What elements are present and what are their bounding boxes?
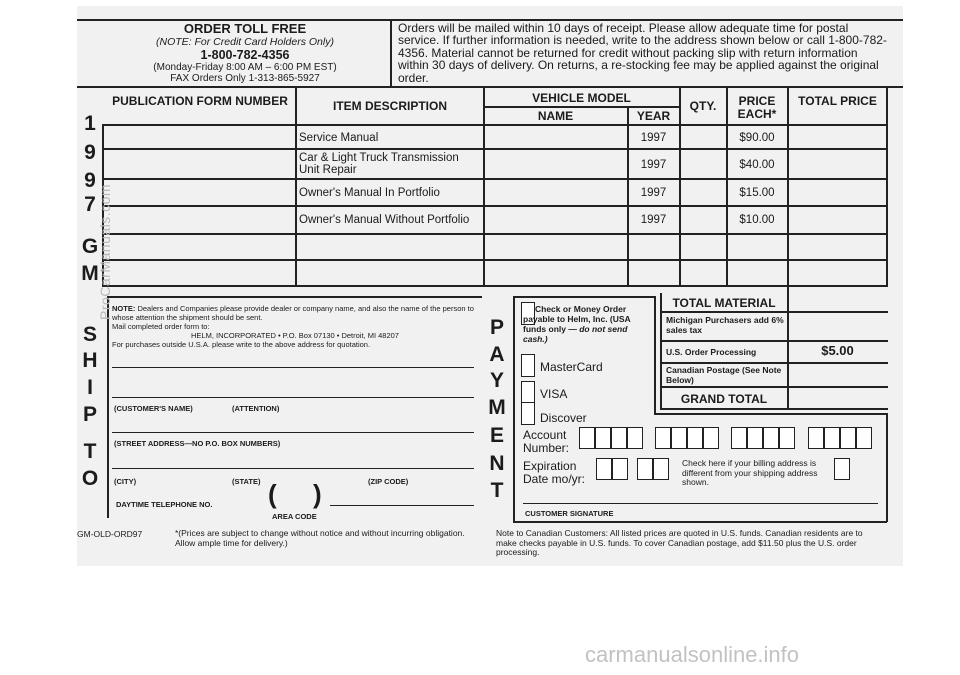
header-total-price: TOTAL PRICE [798, 94, 877, 108]
discover-checkbox[interactable] [521, 402, 535, 425]
side-letter: N [489, 452, 505, 475]
header-year: YEAR [636, 109, 671, 123]
check-money-order-label [523, 304, 651, 344]
check-text: Check or Money Order payable to Helm, Inc. (USA funds only — [523, 304, 631, 334]
order-processing-label: U.S. Order Processing [666, 347, 757, 357]
side-watermark [90, 75, 112, 325]
area-code-label: AREA CODE [272, 512, 317, 521]
michigan-tax-label: Michigan Purchasers add 6% sales tax [666, 315, 784, 335]
side-letter: A [489, 343, 505, 366]
side-letter: G [81, 235, 99, 258]
row-item: Service Manual [299, 132, 379, 144]
account-number-label: Account Number: [523, 428, 570, 455]
mastercard-label: MasterCard [540, 360, 603, 374]
order-title: ORDER TOLL FREE [183, 21, 307, 36]
customer-signature-field[interactable] [523, 490, 878, 504]
side-letter: O [81, 467, 99, 490]
header-price-each: PRICE EACH* [737, 94, 777, 121]
city-label: (CITY) [114, 477, 137, 486]
visa-label: VISA [540, 387, 568, 401]
ship-note [112, 304, 478, 322]
grand-total-label: GRAND TOTAL [680, 392, 768, 406]
order-note: (NOTE: For Credit Card Holders Only) [156, 36, 334, 48]
daytime-phone-label: DAYTIME TELEPHONE NO. [116, 500, 213, 509]
side-letter: 7 [84, 193, 96, 216]
row-price: $10.00 [739, 214, 775, 226]
street-address-field[interactable] [112, 416, 474, 436]
canadian-postage-label: Canadian Postage (See Note Below) [666, 365, 782, 385]
row-year: 1997 [640, 159, 667, 171]
side-letter: M [81, 262, 99, 285]
row-price: $40.00 [739, 159, 775, 171]
attention-label: (ATTENTION) [232, 404, 280, 413]
header-publication-form: PUBLICATION FORM NUMBER [112, 94, 288, 108]
header-name: NAME [537, 109, 574, 123]
side-letter: Y [489, 369, 504, 392]
bottom-watermark: carmanualsonline.info [585, 642, 800, 667]
phone-field[interactable] [280, 484, 474, 506]
check-italic-text: do not send cash.) [523, 324, 628, 344]
side-letter: M [488, 396, 506, 419]
header-vehicle-model: VEHICLE MODEL [532, 91, 631, 105]
customer-name-label: (CUSTOMER'S NAME) [114, 404, 193, 413]
side-letter: E [489, 424, 504, 447]
ship-outside: For purchases outside U.S.A. please write to the above address for quotation. [112, 340, 371, 349]
canadian-note: Note to Canadian Customers: All listed prices are quoted in U.S. funds. Canadian residents are to make checks payable in U.S. funds. To cover Canadian postage, add $11.50 plus the U.S. order processing. [496, 528, 863, 557]
row-item: Car & Light Truck Transmission Unit Repair [299, 152, 459, 176]
billing-different-checkbox[interactable] [834, 458, 850, 480]
side-letter: 9 [84, 141, 96, 164]
zip-label: (ZIP CODE) [368, 477, 409, 486]
state-label: (STATE) [232, 477, 261, 486]
row-price: $90.00 [739, 132, 775, 144]
order-phone: 1-800-782-4356 [200, 48, 290, 62]
ship-address: HELM, INCORPORATED • P.O. Box 07130 • Detroit, MI 48207 [191, 331, 399, 340]
row-price: $15.00 [739, 187, 775, 199]
side-letter: T [83, 440, 97, 463]
header-qty: QTY. [689, 99, 717, 113]
row-item: Owner's Manual In Portfolio [299, 187, 440, 199]
billing-different-label: Check here if your billing address is different from your shipping address shown. [682, 458, 818, 487]
side-letter: I [87, 376, 93, 399]
side-letter: P [489, 316, 504, 339]
row-year: 1997 [640, 132, 667, 144]
area-code-open-paren: ( [268, 479, 277, 509]
side-watermark-text: ProCarManuals.com [97, 183, 113, 320]
area-code-close-paren: ) [313, 479, 322, 509]
order-fax: FAX Orders Only 1-313-865-5927 [170, 73, 320, 84]
customer-name-field[interactable] [112, 395, 474, 417]
order-hours: (Monday-Friday 8:00 AM – 6:00 PM EST) [153, 62, 337, 73]
visa-checkbox[interactable] [521, 381, 535, 404]
side-letter: 1 [84, 112, 96, 135]
side-letter: T [490, 479, 504, 502]
row-year: 1997 [640, 214, 667, 226]
side-letter: S [82, 323, 97, 346]
total-material-label: TOTAL MATERIAL [672, 296, 776, 310]
row-year: 1997 [640, 187, 667, 199]
header-item-description: ITEM DESCRIPTION [332, 99, 447, 113]
customer-signature-label: CUSTOMER SIGNATURE [525, 509, 614, 518]
street-address-label: (STREET ADDRESS—NO P.O. BOX NUMBERS) [114, 439, 281, 448]
order-toll-free-block [110, 22, 380, 84]
form-code: GM-OLD-ORD97 [77, 529, 143, 539]
ship-mail-label: Mail completed order form to: [112, 322, 210, 331]
prices-disclaimer: *(Prices are subject to change without notice and without incurring obligation. Allow ample time for delivery.) [175, 528, 465, 548]
mailing-info: Orders will be mailed within 10 days of receipt. Please allow adequate time for postal service. If further information is needed, write to the address shown below or call 1-800-782-4356. Material cannot be returned for credit without packing slip with return information within 30 days of delivery. On returns, a re-stocking fee may be applied against the original order. [398, 21, 887, 85]
side-letter: P [82, 403, 97, 426]
order-processing-value: $5.00 [821, 343, 854, 358]
expiration-label: Expiration Date mo/yr: [523, 459, 586, 486]
discover-label: Discover [540, 411, 587, 425]
side-letter: 9 [84, 169, 96, 192]
ship-note-text: Dealers and Companies please provide dealer or company name, and also the name of the person to whose attention the shipment should be sent. [112, 304, 474, 322]
city-state-zip-field[interactable] [112, 450, 474, 472]
row-item: Owner's Manual Without Portfolio [299, 214, 470, 226]
mastercard-checkbox[interactable] [521, 354, 535, 377]
ship-note-label: NOTE: [112, 304, 136, 313]
side-letter: H [82, 349, 98, 372]
